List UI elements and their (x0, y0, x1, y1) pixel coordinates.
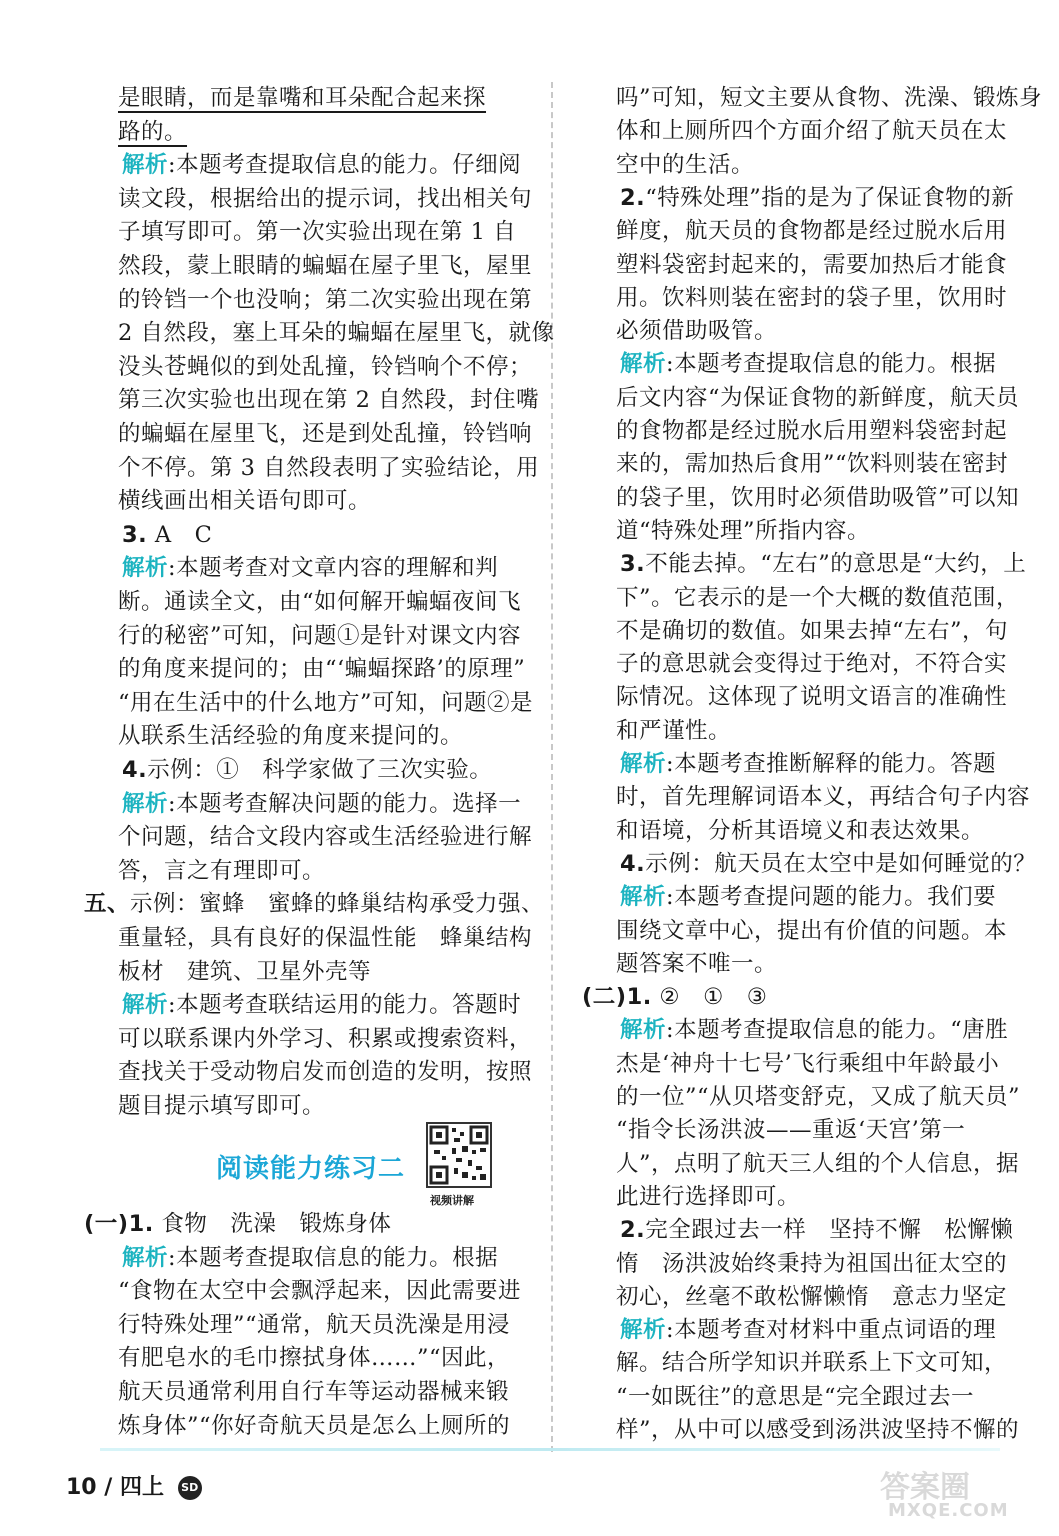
line-text: 的蝙蝠在屋里飞，还是到处乱撞，铃铛响 (118, 421, 533, 447)
line-text: 没头苍蝇似的到处乱撞，铃铛响个不停； (118, 353, 533, 380)
text-line (620, 182, 1014, 215)
line-text: :本题考查提取信息的能力。仔细阅 (168, 152, 522, 179)
text-line (118, 720, 463, 753)
column-divider (551, 82, 553, 1452)
text-line (118, 82, 486, 115)
text-line (616, 1114, 965, 1147)
analysis-tag: 解析 (122, 992, 169, 1019)
line-text: 从联系生活经验的角度来提问的。 (118, 723, 464, 750)
line-text: “食物在太空中会飘浮起来，因此需要进 (118, 1278, 522, 1305)
line-text: 答，言之有理即可。 (118, 857, 326, 884)
footer-rule (100, 1448, 1000, 1451)
text-line (620, 748, 996, 781)
line-text: 题答案不唯一。 (616, 950, 778, 977)
qr-code-icon[interactable] (426, 1122, 492, 1188)
section-marker: (一) (84, 1211, 129, 1237)
text-line (118, 586, 521, 619)
text-line (620, 548, 1026, 581)
line-text: “指令长汤洪波——重返‘天宫’第一 (616, 1117, 966, 1144)
text-line (616, 615, 1008, 648)
text-line (620, 1214, 1013, 1247)
text-line (122, 149, 521, 182)
text-line (84, 888, 544, 921)
text-line (616, 282, 1007, 315)
page-number: 10 (66, 1475, 97, 1500)
text-line (118, 1376, 509, 1409)
analysis-tag: 解析 (620, 1317, 667, 1344)
line-text: 来的，需加热后食用”“饮料则装在密封 (616, 451, 1009, 478)
text-line (118, 1410, 510, 1443)
line-text: 子的意思就会变得过于绝对，不符合实 (616, 651, 1008, 678)
text-line (616, 1081, 1020, 1114)
line-text: 行的秘密”可知，问题①是针对课文内容 (118, 622, 522, 649)
line-text: 完全跟过去一样 坚持不懈 松懈懒 (645, 1217, 1014, 1244)
line-text: 时，首先理解词语本义，再结合句子内容 (616, 784, 1031, 811)
text-line (616, 315, 777, 348)
text-line (118, 183, 532, 216)
text-line (616, 82, 1042, 115)
text-line (616, 1048, 999, 1081)
text-line (122, 519, 212, 552)
line-text: :本题考查对文章内容的理解和判 (168, 555, 499, 582)
footer-separator: / (104, 1475, 113, 1500)
text-line (118, 116, 187, 149)
line-text: 惰 汤洪波始终秉持为祖国出征太空的 (616, 1250, 1008, 1277)
text-line (616, 915, 1007, 948)
text-line (118, 317, 554, 350)
text-line (616, 681, 1007, 714)
text-line (616, 1347, 1007, 1380)
text-line (616, 149, 754, 182)
text-line (118, 351, 532, 384)
line-text: 示例：① 科学家做了三次实验。 (147, 757, 493, 783)
line-text: 的角度来提问的；由“‘蝙蝠探路’的原理” (118, 656, 526, 683)
line-text: “用在生活中的什么地方”可知，问题②是 (118, 689, 534, 716)
line-text: :本题考查联结运用的能力。答题时 (168, 992, 522, 1019)
text-line (118, 284, 532, 317)
line-text: 的一位”“从贝塔变舒克，又成了航天员” (616, 1084, 1021, 1110)
text-line (616, 482, 1019, 515)
text-line (616, 382, 1019, 415)
line-text: 解。结合所学知识并联系上下文可知， (616, 1350, 1008, 1377)
text-line (118, 687, 533, 720)
text-line (122, 1242, 498, 1275)
line-text: 的袋子里，饮用时必须借助吸管”可以知 (616, 484, 1020, 511)
line-text: 和语境，分析其语境义和表达效果。 (616, 817, 985, 844)
text-line (118, 216, 516, 249)
line-text: :本题考查提取信息的能力。根据 (666, 351, 997, 378)
line-text: 样”，从中可以感受到汤洪波坚持不懈的 (616, 1417, 1020, 1443)
line-text: 的铃铛一个也没响；第二次实验出现在第 (118, 286, 533, 313)
line-text: :本题考查提取信息的能力。根据 (168, 1244, 499, 1271)
text-line (616, 582, 1019, 615)
text-line (118, 250, 532, 283)
watermark-url: MXQE.COM (888, 1500, 1009, 1521)
text-line (118, 485, 371, 518)
line-text: 初心，丝毫不敢松懈懒惰 意志力坚定 (616, 1283, 1008, 1310)
line-text: 第三次实验也出现在第 2 自然段，封住嘴 (118, 387, 540, 414)
text-line (620, 1014, 1008, 1047)
question-number: 1. (128, 1211, 154, 1237)
line-text: 的食物都是经过脱水后用塑料袋密封起 (616, 418, 1008, 444)
line-text: 围绕文章中心，提出有价值的问题。本 (616, 917, 1008, 944)
text-line (582, 981, 767, 1014)
text-line (118, 1090, 325, 1123)
analysis-tag: 解析 (122, 1244, 169, 1271)
watermark-logo: 答案圈 (880, 1470, 970, 1505)
text-line (616, 1248, 1007, 1281)
text-line (616, 948, 777, 981)
question-number: 4. (620, 850, 646, 877)
text-line (616, 1414, 1019, 1447)
line-text: :本题考查对材料中重点词语的理 (666, 1317, 997, 1344)
question-number: 4. (122, 757, 148, 783)
line-text: 鲜度，航天员的食物都是经过脱水后用 (616, 218, 1008, 245)
line-text: 是眼睛，而是靠嘴和耳朵配合起来探 (118, 85, 487, 111)
question-number: 2. (620, 184, 646, 211)
text-line (616, 249, 1007, 282)
text-line (616, 215, 1007, 248)
line-text: 个问题，结合文段内容或生活经验进行解 (118, 824, 533, 851)
text-line (122, 788, 521, 821)
text-line (118, 653, 525, 686)
text-line (616, 448, 1008, 481)
line-text: 可以联系课内外学习、积累或搜索资料， (118, 1025, 533, 1052)
analysis-tag: 解析 (620, 884, 667, 911)
text-line (616, 781, 1030, 814)
text-line (118, 1275, 521, 1308)
text-line (616, 115, 1007, 148)
text-line (118, 1023, 532, 1056)
line-text: 示例：航天员在太空中是如何睡觉的？ (645, 850, 1037, 877)
section-marker: 五、 (84, 891, 131, 918)
line-text: 后文内容“为保证食物的新鲜度，航天员 (616, 384, 1020, 411)
text-line (616, 415, 1007, 448)
line-text: A C (147, 521, 213, 548)
line-text: 2 自然段，塞上耳朵的蝙蝠在屋里飞，就像 (118, 320, 555, 347)
text-line (122, 552, 498, 585)
line-text: 吗”可知，短文主要从食物、洗澡、锻炼身 (616, 85, 1043, 111)
line-text: 必须借助吸管。 (616, 318, 778, 345)
line-text: 重量轻，具有良好的保温性能 蜂巢结构 (118, 925, 533, 951)
text-line (616, 815, 984, 848)
analysis-tag: 解析 (620, 351, 667, 378)
text-line (616, 1148, 1019, 1181)
line-text: 际情况。这体现了说明文语言的准确性 (616, 684, 1008, 711)
question-number: 1. (626, 984, 652, 1011)
line-text: 查找关于受动物启发而创造的发明，按照 (118, 1059, 533, 1086)
line-text: 人”，点明了航天三人组的个人信息，据 (616, 1150, 1020, 1177)
text-line (118, 855, 325, 888)
text-line (122, 754, 492, 787)
text-line (620, 1314, 996, 1347)
line-text: 读文段，根据给出的提示词，找出相关句 (118, 185, 533, 212)
line-text: 食物 洗澡 锻炼身体 (153, 1211, 392, 1237)
text-line (616, 1381, 974, 1414)
text-line (118, 620, 521, 653)
line-text: 行特殊处理”“通常，航天员洗澡是用浸 (118, 1311, 511, 1338)
analysis-tag: 解析 (620, 751, 667, 777)
line-text: 航天员通常利用自行车等运动器械来锻 (118, 1379, 510, 1405)
line-text: 此进行选择即可。 (616, 1183, 801, 1210)
line-text: ② ① ③ (651, 984, 768, 1011)
analysis-tag: 解析 (122, 790, 169, 817)
text-line (616, 515, 870, 548)
line-text: 塑料袋密封起来的，需要加热后才能食 (616, 251, 1008, 278)
text-line (620, 848, 1036, 881)
line-text: 空中的生活。 (616, 151, 755, 178)
line-text: 题目提示填写即可。 (118, 1093, 326, 1119)
analysis-tag: 解析 (620, 1017, 667, 1044)
line-text: :本题考查提问题的能力。我们要 (666, 884, 997, 911)
line-text: 路的。 (118, 118, 188, 145)
text-line (620, 881, 996, 914)
line-text: 下”。它表示的是一个大概的数值范围， (616, 584, 1020, 611)
line-text: 示例：蜜蜂 蜜蜂的蜂巢结构承受力强、 (130, 891, 545, 918)
line-text: :本题考查推断解释的能力。答题 (666, 751, 997, 777)
line-text: 用。饮料则装在密封的袋子里，饮用时 (616, 284, 1008, 311)
line-text: 板材 建筑、卫星外壳等 (118, 958, 372, 985)
sd-badge-icon: SD (178, 1476, 202, 1500)
line-text: 不能去掉。“左右”的意思是“大约，上 (645, 551, 1027, 578)
line-text: 子填写即可。第一次实验出现在第 1 自 (118, 219, 517, 246)
question-number: 3. (620, 551, 646, 578)
analysis-tag: 解析 (122, 555, 169, 582)
text-line (118, 452, 539, 485)
line-text: 炼身体”“你好奇航天员是怎么上厕所的 (118, 1412, 511, 1439)
text-line (84, 1208, 391, 1241)
page-footer (66, 1470, 202, 1501)
text-line (122, 989, 521, 1022)
text-line (118, 922, 532, 955)
text-line (118, 1342, 510, 1375)
line-text: 和严谨性。 (616, 717, 732, 744)
line-text: 杰是‘神舟十七号’飞行乘组中年龄最小 (616, 1050, 1000, 1077)
text-line (118, 1056, 532, 1089)
text-line (118, 384, 539, 417)
text-line (616, 1281, 1007, 1314)
section-marker: (二) (582, 984, 627, 1011)
line-text: :本题考查解决问题的能力。选择一 (168, 790, 522, 817)
line-text: 体和上厕所四个方面介绍了航天员在太 (616, 118, 1008, 145)
line-text: “特殊处理”指的是为了保证食物的新 (645, 184, 1015, 211)
line-text: 有肥皂水的毛巾擦拭身体……”“因此， (118, 1345, 511, 1372)
line-text: “一如既往”的意思是“完全跟过去一 (616, 1383, 975, 1410)
text-line (620, 348, 996, 381)
line-text: 不是确切的数值。如果去掉“左右”，句 (616, 617, 1009, 644)
line-text: 然段，蒙上眼睛的蝙蝠在屋子里飞，屋里 (118, 253, 533, 279)
qr-label: 视频讲解 (430, 1194, 474, 1207)
text-line (118, 418, 532, 451)
question-number: 3. (122, 521, 148, 548)
text-line (616, 715, 731, 748)
text-line (616, 648, 1007, 681)
qr-pattern-icon (428, 1124, 490, 1186)
question-number: 2. (620, 1217, 646, 1244)
text-line (118, 821, 532, 854)
line-text: 个不停。第 3 自然段表明了实验结论，用 (118, 454, 540, 481)
text-line (616, 1181, 800, 1214)
section-title: 阅读能力练习二 (216, 1154, 406, 1184)
line-text: :本题考查提取信息的能力。“唐胜 (666, 1017, 1009, 1044)
analysis-tag: 解析 (122, 152, 169, 179)
line-text: 断。通读全文，由“如何解开蝙蝠夜间飞 (118, 589, 522, 615)
text-line (118, 1309, 510, 1342)
line-text: 横线画出相关语句即可。 (118, 488, 372, 515)
grade-label: 四上 (120, 1475, 165, 1500)
text-line (118, 956, 371, 989)
line-text: 道“特殊处理”所指内容。 (616, 517, 871, 544)
